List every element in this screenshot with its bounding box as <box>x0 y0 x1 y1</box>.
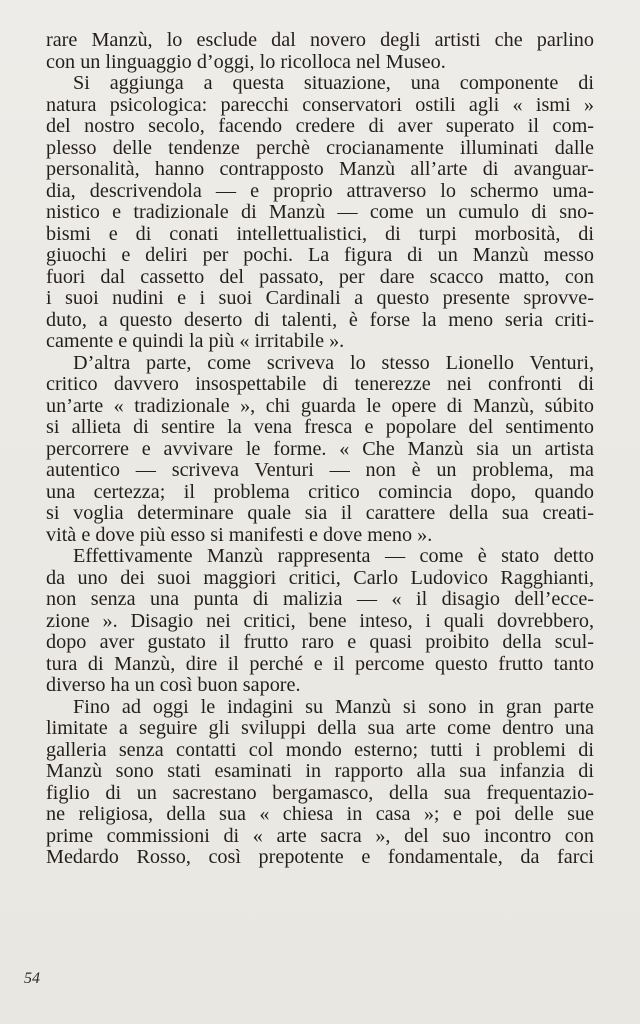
text-line: una certezza; il problema critico comincia dopo, quando <box>46 481 594 503</box>
text-line: D’altra parte, come scriveva lo stesso Lionello Venturi, <box>73 352 594 374</box>
text-line: vità e dove più esso si manifesti e dove meno ». <box>46 524 433 546</box>
text-line: diverso ha un così buon sapore. <box>46 675 301 696</box>
text-line: bismi e di conati intellettualistici, di turpi morbosità, di <box>46 223 594 245</box>
text-line: Fino ad oggi le indagini su Manzù si sono in gran parte <box>73 696 594 718</box>
text-line: del nostro secolo, facendo credere di aver superato il com- <box>46 116 594 137</box>
text-line: percorrere e avvivare le forme. « Che Manzù sia un artista <box>46 438 594 460</box>
text-line: autentico — scriveva Venturi — non è un problema, ma <box>46 460 594 481</box>
text-line: Effettivamente Manzù rappresenta — come è stato detto <box>73 546 594 567</box>
page-number: 54 <box>24 970 40 987</box>
text-line: Manzù sono stati esaminati in rapporto alla sua infanzia di <box>46 761 594 782</box>
text-line: un’arte « tradizionale », chi guarda le opere di Manzù, súbito <box>46 395 594 417</box>
text-line: nistico e tradizionale di Manzù — come un cumulo di sno- <box>46 202 594 223</box>
text-line: fuori dal cassetto del passato, per dare scacco matto, con <box>46 266 594 288</box>
text-line: Si aggiunga a questa situazione, una componente di <box>73 73 594 94</box>
text-line: galleria senza contatti col mondo esterno; tutti i problemi di <box>46 739 594 761</box>
body-text <box>46 30 594 869</box>
text-line: rare Manzù, lo esclude dal novero degli artisti che parlino <box>46 30 594 51</box>
text-line: dopo aver gustato il frutto raro e quasi proibito della scul- <box>46 632 594 653</box>
text-line: giuochi e deliri per pochi. La figura di un Manzù messo <box>46 245 594 266</box>
text-line: i suoi nudini e i suoi Cardinali a questo presente sprovve- <box>46 288 594 309</box>
text-line: critico davvero insospettabile di tenerezze nei confronti di <box>46 374 594 395</box>
text-line: plesso delle tendenze perchè crocianamente illuminati dalle <box>46 137 594 159</box>
text-line: duto, a questo deserto di talenti, è forse la meno seria criti- <box>46 309 594 331</box>
text-line: si allieta di sentire la vena fresca e popolare del sentimento <box>46 417 594 438</box>
text-line: dia, descrivendola — e proprio attraverso lo schermo uma- <box>46 180 594 202</box>
text-line: con un linguaggio d’oggi, lo ricolloca nel Museo. <box>46 51 446 73</box>
text-line: prime commissioni di « arte sacra », del suo incontro con <box>46 825 594 847</box>
text-line: si voglia determinare quale sia il carattere della sua creati- <box>46 503 594 524</box>
text-line: Medardo Rosso, così prepotente e fondamentale, da farci <box>46 847 594 868</box>
text-line: zione ». Disagio nei critici, bene inteso, i quali dovrebbero, <box>46 610 594 632</box>
text-line: ne religiosa, della sua « chiesa in casa »; e poi delle sue <box>46 804 594 825</box>
text-line: figlio di un sacrestano bergamasco, della sua frequentazio- <box>46 782 594 804</box>
text-line: tura di Manzù, dire il perché e il percome questo frutto tanto <box>46 653 594 675</box>
text-line: limitate a seguire gli sviluppi della sua arte come dentro una <box>46 718 594 739</box>
text-line: da uno dei suoi maggiori critici, Carlo Ludovico Ragghianti, <box>46 567 594 589</box>
text-line: natura psicologica: parecchi conservatori ostili agli « ismi » <box>46 94 594 116</box>
text-line: camente e quindi la più « irritabile ». <box>46 331 345 352</box>
text-line: non senza una punta di malizia — « il disagio dell’ecce- <box>46 589 594 610</box>
text-line: personalità, hanno contrapposto Manzù all’arte di avanguar- <box>46 159 594 180</box>
